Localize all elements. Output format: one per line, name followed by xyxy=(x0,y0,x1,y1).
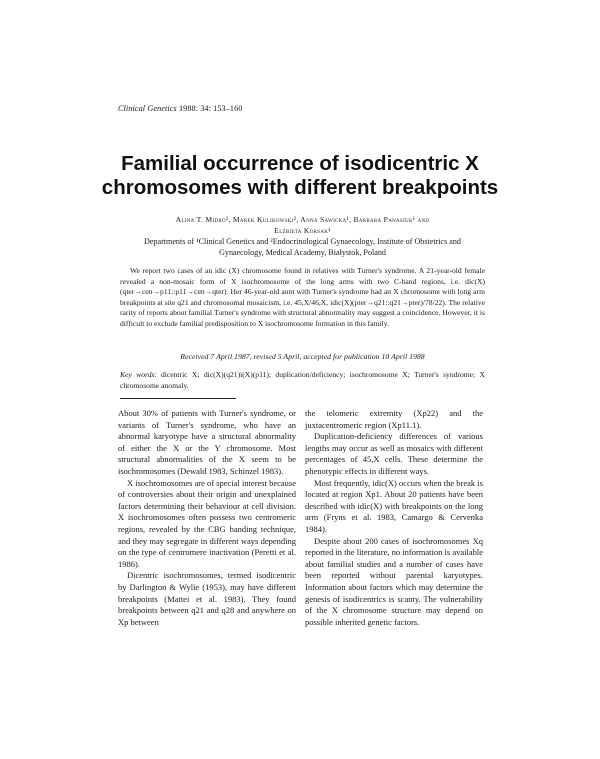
keywords-label: Key words: xyxy=(120,370,157,379)
affiliation xyxy=(120,236,485,258)
body-column-right xyxy=(305,408,483,628)
body-paragraph: Dicentric isochromosomes, termed isodicentric by Darlington & Wylie (1953), may have different breakpoints (Mattei et al. 1983). They found breakpoints between q21 and q28 and anywhere on Xp between xyxy=(118,570,296,627)
keywords-text: dicentric X; dic(X)(q21)i(X)(p11); duplication/deficiency; isochromosome X; Turner's syndrome; X chromosome anomaly. xyxy=(120,370,485,390)
title-line-2: chromosomes with different breakpoints xyxy=(101,176,499,199)
received-dates: Received 7 April 1987, revised 5 April, accepted for publication 10 April 1988 xyxy=(180,352,425,361)
body-paragraph: Duplication-deficiency differences of various lengths may occur as well as mosaics with different percentages of 45,X cells. These determine the phenotypic effects in different ways. xyxy=(305,431,483,476)
body-paragraph: About 30% of patients with Turner's syndrome, or variants of Turner's syndrome, who have an abnormal karyotype have a structural abnormality of either the X or the Y chromosome. Most structural abnormalities of the X seem to be isochromosomes (Dewald 1983, Schinzel 1983). xyxy=(118,408,296,476)
body-paragraph: Most frequently, idic(X) occurs when the break is located at region Xp1. About 20 patients have been described with idic(X) with breakpoints on the long arm (Fryns et al. 1983, Camargo & Cervenka 1984). xyxy=(305,477,483,534)
journal-citation xyxy=(118,104,243,113)
abstract xyxy=(120,266,485,330)
article-title xyxy=(100,152,500,200)
abstract-text: We report two cases of an idic (X) chromosome found in relatives with Turner's syndrome. A 21-year-old female revealed a non-mosaic form of X isochromosome of the long arms with two C-band regions, i.e. dic(X)(qter→cen→p11::p11→cen→qter). Her 46-year-old aunt with Turner's syndrome had an X chromosome with long arm breakpoints at site q21 and chromosomal mosaicism, i.e. 45,X/46,X, idic(X)(pter→q21::q21→pter)/78/22). The relative rarity of reports about familial Turner's syndrome with structural abnormality may suggest a coincidence. However, it is difficult to exclude familial predisposition to X isochromosome formation in this family. xyxy=(120,266,485,328)
journal-name: Clinical Genetics xyxy=(118,104,177,113)
journal-details: 1988: 34: 153–160 xyxy=(178,104,243,113)
authors-line-2: Elżbieta Korsak¹ xyxy=(274,226,331,235)
author-list xyxy=(120,214,485,236)
body-paragraph: Despite about 200 cases of isochromosomes Xq reported in the literature, no information is available about familial studies and a number of cases have been reported without parental karyotypes. Information about factors which may determine the genesis of isodicentrics is scanty. The vulnerability of the X chromosome structure may depend on possible inherited genetic factors. xyxy=(305,535,483,627)
affiliation-line-1: Departments of ¹Clinical Genetics and ²Endocrinological Gynaecology, Institute of Obstetrics and xyxy=(144,237,461,246)
title-line-1: Familial occurrence of isodicentric X xyxy=(121,152,479,175)
section-divider xyxy=(120,398,236,399)
authors-line-1: Alina T. Midro¹, Marek Kulikowski², Anna Sawicka¹, Barbara Panasiuk¹ and xyxy=(175,215,430,224)
body-column-left xyxy=(118,408,296,628)
body-paragraph: X isochromosomes are of special interest because of controversies about their origin and unexplained factors determining their behaviour at cell division. X isochromosomes often possess two centromeric regions, revealed by the CBG banding technique, and they may segregate in different ways depending on the type of centromere inactivation (Peretti et al. 1986). xyxy=(118,477,296,569)
affiliation-line-2: Gynaecology, Medical Academy, Białystok, Poland xyxy=(219,248,386,257)
body-paragraph: the telomeric extremity (Xp22) and the juxtacentromeric region (Xp11.1). xyxy=(305,408,483,430)
keywords xyxy=(120,370,485,391)
